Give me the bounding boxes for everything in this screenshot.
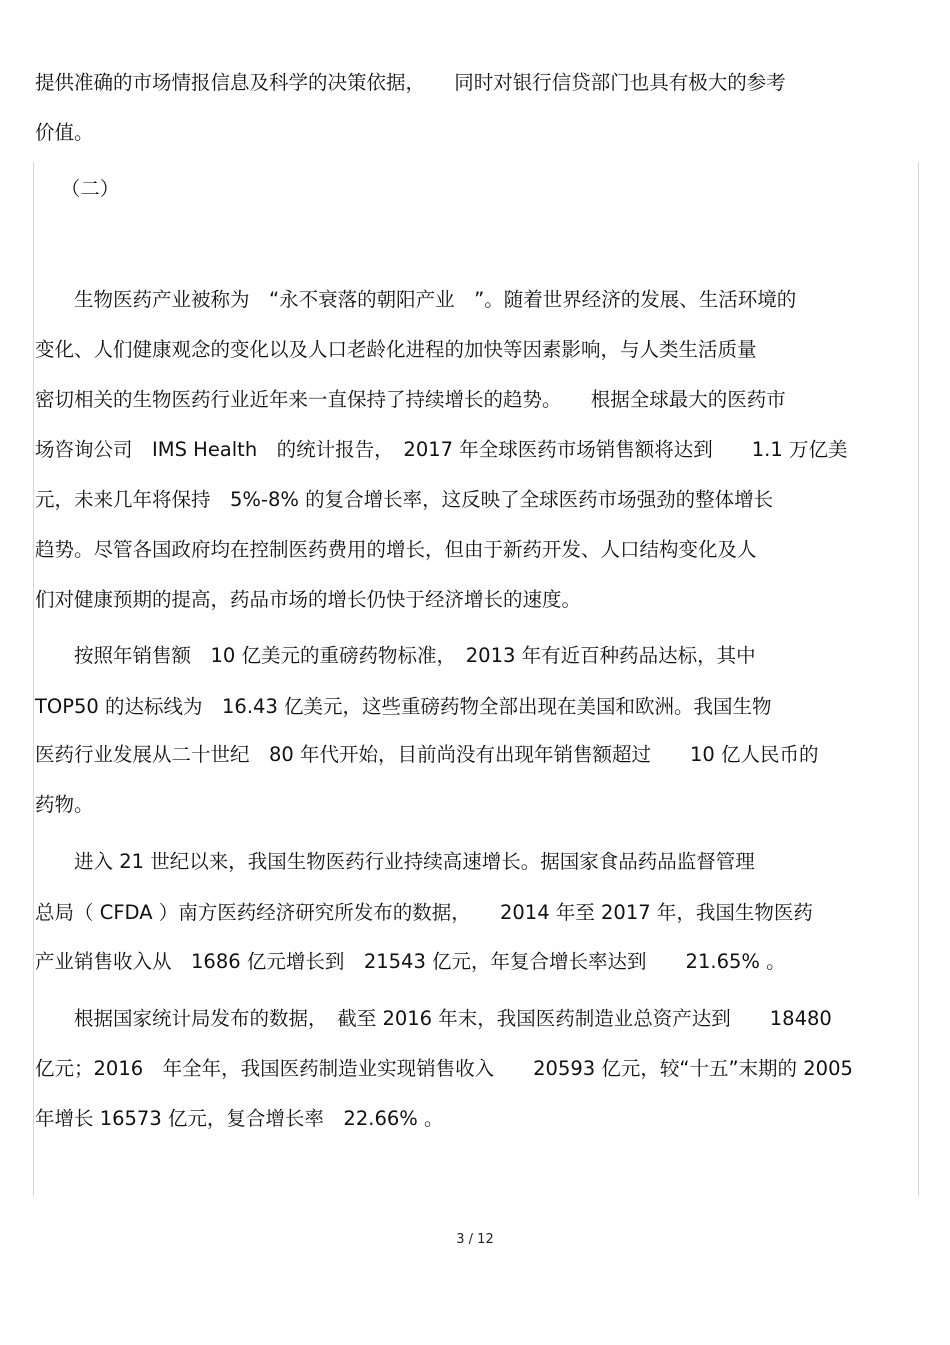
text-line: 根据国家统计局发布的数据， 截至 2016 年末，我国医药制造业总资产达到 18480 <box>35 1007 832 1030</box>
section-heading: （二） <box>35 177 120 200</box>
text-line: 总局（ CFDA ）南方医药经济研究所发布的数据， 2014 年至 2017 年，我国生物医药 <box>35 901 813 924</box>
text-line: 价值。 <box>35 121 94 144</box>
text-line: 场咨询公司 IMS Health 的统计报告， 2017 年全球医药市场销售额将达到 1.1 万亿美 <box>35 438 848 461</box>
text-line: 进入 21 世纪以来，我国生物医药行业持续高速增长。据国家食品药品监督管理 <box>35 850 755 873</box>
text-line: 提供准确的市场情报信息及科学的决策依据， 同时对银行信贷部门也具有极大的参考 <box>35 71 786 94</box>
text-line: 们对健康预期的提高，药品市场的增长仍快于经济增长的速度。 <box>35 588 582 611</box>
text-line: TOP50 的达标线为 16.43 亿美元，这些重磅药物全部出现在美国和欧洲。我国生物 <box>35 695 772 718</box>
text-line: 密切相关的生物医药行业近年来一直保持了持续增长的趋势。 根据全球最大的医药市 <box>35 388 786 411</box>
text-line: 医药行业发展从二十世纪 80 年代开始，目前尚没有出现年销售额超过 10 亿人民币的 <box>35 743 819 766</box>
text-line: 生物医药产业被称为 “永不衰落的朝阳产业 ”。随着世界经济的发展、生活环境的 <box>35 288 797 311</box>
text-line: 药物。 <box>35 793 94 816</box>
page-frame <box>33 162 919 1196</box>
text-line: 按照年销售额 10 亿美元的重磅药物标准， 2013 年有近百种药品达标，其中 <box>35 644 756 667</box>
text-line: 变化、人们健康观念的变化以及人口老龄化进程的加快等因素影响，与人类生活质量 <box>35 338 757 361</box>
text-line: 年增长 16573 亿元，复合增长率 22.66% 。 <box>35 1107 444 1130</box>
page-number: 3 / 12 <box>456 1232 494 1247</box>
text-line: 元，未来几年将保持 5%-8% 的复合增长率，这反映了全球医药市场强劲的整体增长 <box>35 488 774 511</box>
text-line: 产业销售收入从 1686 亿元增长到 21543 亿元，年复合增长率达到 21.65% 。 <box>35 950 786 973</box>
text-line: 趋势。尽管各国政府均在控制医药费用的增长，但由于新药开发、人口结构变化及人 <box>35 538 757 561</box>
text-line: 亿元；2016 年全年，我国医药制造业实现销售收入 20593 亿元，较“十五”末期的 2005 <box>35 1057 853 1080</box>
